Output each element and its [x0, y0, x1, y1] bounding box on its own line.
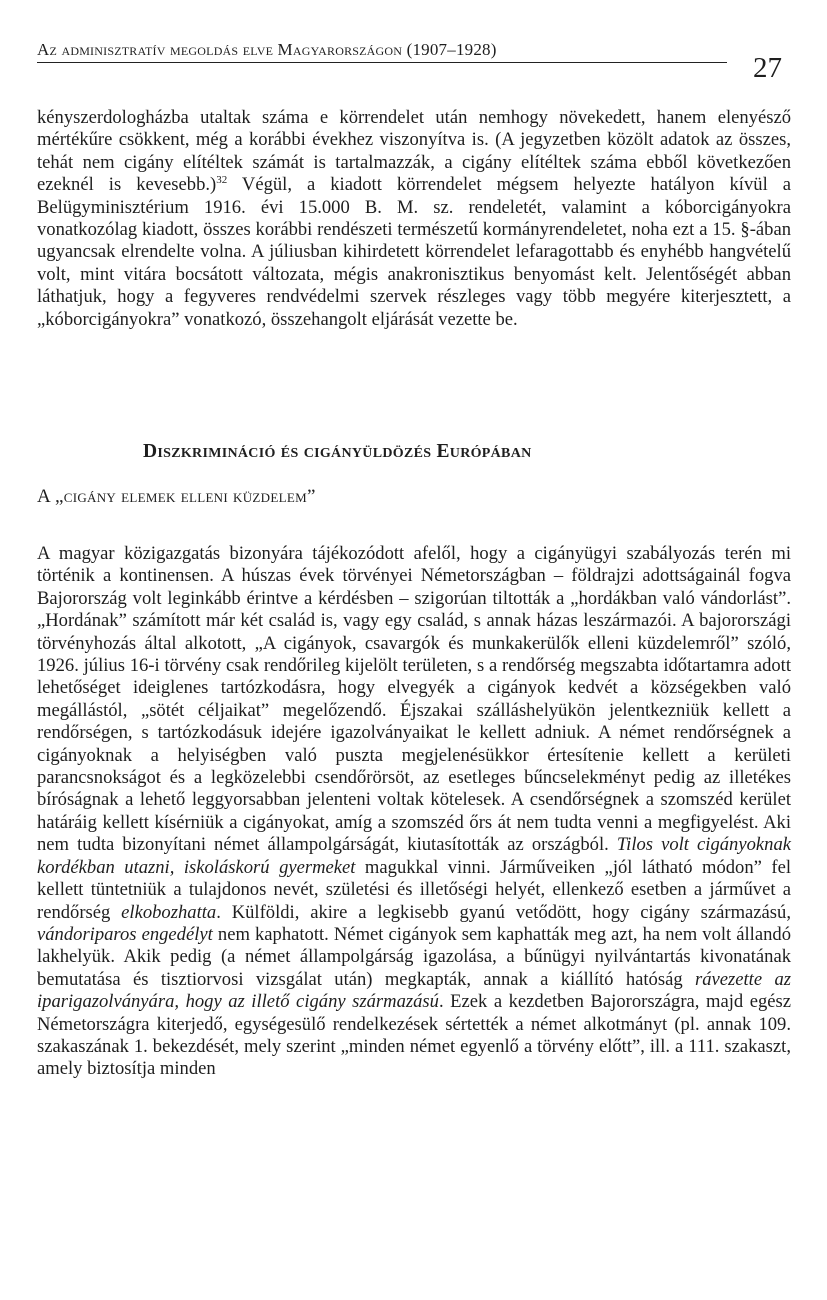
italic-emphasis: rávezette az iparigazolványára, hogy az illető cigány származású [37, 968, 791, 1013]
paragraph-text: kényszerdologházba utaltak száma e körrendelet után nemhogy növekedett, hanem elenyésző mértékűre csökkent, még a korábbi évekhez viszonyítva is. (A jegyzetben közölt adatok az összes, tehát nem cigány elítéltek számát is tartalmazzák, a cigány elítéltek száma ebből következően ezeknél is kevesebb.) [37, 107, 791, 196]
italic-emphasis: vándoriparos engedélyt [37, 923, 213, 945]
footnote-reference[interactable]: 32 [216, 174, 228, 187]
paragraph-text: nem kaphatott. Német cigányok sem kaphatták meg azt, ha nem volt állandó lakhelyük. Akik pedig (a német állampolgárság igazolása, a bűnügyi nyilvántartás kivonatának bemutatása és tisztiorvosi vizsgálat után) megkapták, annak a kiállító hatóság [37, 923, 791, 990]
paragraph-text: magukkal vinni. Járműveiken „jól látható módon” fel kellett tüntetniük a tulajdonos nevét, születési és illetőségi helyét, ellenkező esetben a járművet a rendőrség [37, 856, 791, 923]
body-paragraph [37, 543, 791, 1081]
subsection-heading: A „cigány elemek elleni küzdelem” [37, 486, 316, 507]
paragraph-text: . Ezek a kezdetben Bajorországra, majd egész Németországra kiterjedő, egységesülő rendelkezések sértették a német alkotmányt (pl. annak 109. szakaszának 1. bekezdését, mely szerint „minden német egyenlő a törvény előtt”, ill. a 111. szakaszt, amely biztosítja minden [37, 991, 791, 1080]
paragraph-text: A magyar közigazgatás bizonyára tájékozódott afelől, hogy a cigányügyi szabályozás terén mi történik a kontinensen. A húszas évek törvényei Németországban – földrajzi adottságainál fogva Bajorország volt leginkább érintve a kérdésben – szigorúan tiltották a „hordákban való vándorlást”. „Hordának” számított már két család is, vagy egy család, s annak házas leszármazói. A bajorországi törvényhozás által alkotott, „A cigányok, csavargók és munkakerülők elleni küzdelemről” szóló, 1926. július 16-i törvény csak rendőrileg kijelölt területen, s a rendőrség megszabta időtartamra adott lehetőséget ideiglenes tartózkodásra, hogy elvegyék a cigányok kedvét a községekben való megállástól, „sötét céljaikat” megelőzendő. Éjszakai szálláshelyükön jelentkezniük kellett a rendőrségen, s tartózkodásuk idejére igazolványaikat le kellett adniuk. A német rendőrségnek a cigányoknak a helyiségben való puszta megjelenésükkor értesítenie kellett a kerületi parancsnokságot és a legközelebbi csendőrörsöt, az esetleges bűncselekményt pedig az illetékes bíróságnak a lehető leggyorsabban jelenteni voltak kötelesek. A csendőrségnek a szomszéd kerület határáig kellett kísérniük a cigányokat, amíg a szomszéd őrs át nem tudta venni a megfigyelést. Aki nem tudta bizonyítani német állampolgárságát, kiutasították az országból. [37, 543, 791, 856]
paragraph-text: . Külföldi, akire a legkisebb gyanú vetődött, hogy cigány származású, [216, 901, 791, 923]
page-number: 27 [753, 52, 782, 84]
italic-emphasis: elkobozhatta [121, 901, 217, 923]
running-head: Az adminisztratív megoldás elve Magyarországon (1907–1928) [37, 40, 727, 63]
section-heading: Diszkrimináció és cigányüldözés Európában [143, 441, 532, 462]
paragraph-text: Végül, a kiadott körrendelet mégsem helyezte hatályon kívül a Belügyminisztérium 1916. évi 15.000 B. M. sz. rendeletét, valamint a kóborcigányokra vonatkozólag kiadott, összes korábbi rendészeti természetű kormányrendeletet, noha ezt a 15. §-ában ugyancsak elrendelte volna. A júliusban kihirdetett körrendelet lefaragottabb és enyhébb hangvételű volt, mint vitára bocsátott változata, mégis anakronisztikus benyomást kelt. Jelentőségét abban láthatjuk, hogy a fegyveres rendvédelmi szervek részleges vagy több megyére kiterjesztett, a „kóborcigányokra” vonatkozó, összehangolt eljárását vezette be. [37, 174, 791, 330]
italic-emphasis: Tilos volt cigányoknak kordékban utazni, iskoláskorú gyermeket [37, 834, 791, 878]
body-paragraph [37, 107, 791, 331]
